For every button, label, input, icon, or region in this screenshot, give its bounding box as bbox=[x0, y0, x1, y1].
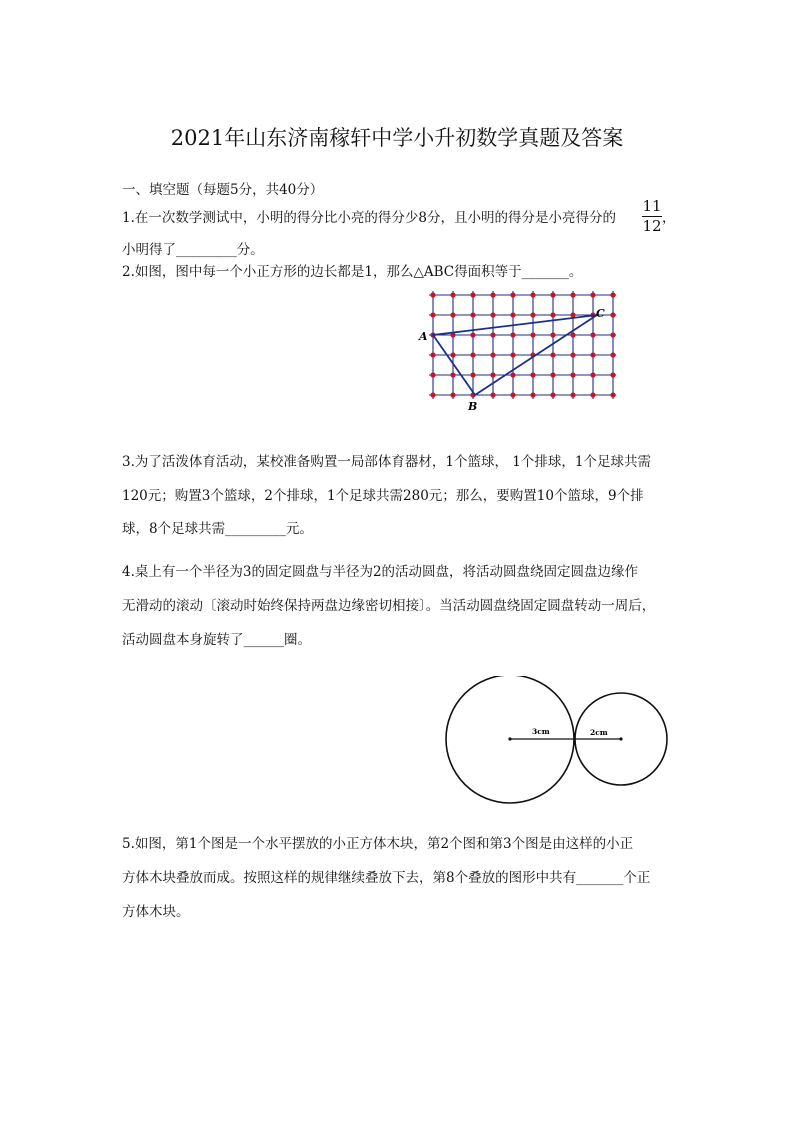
grid-dot bbox=[550, 312, 555, 317]
q3-line2: 120元；购置3个篮球，2个排球，1个足球共需280元；那么，要购置10个篮球，9个排 bbox=[122, 488, 644, 504]
grid-dot bbox=[610, 332, 615, 337]
grid-dots bbox=[430, 292, 615, 397]
grid-dot bbox=[570, 332, 575, 337]
q1-comma: ， bbox=[662, 210, 676, 226]
grid-dot bbox=[510, 292, 515, 297]
grid-dot bbox=[490, 292, 495, 297]
fraction-numerator: 11 bbox=[642, 197, 662, 215]
grid-dot bbox=[490, 392, 495, 397]
grid-dot bbox=[550, 292, 555, 297]
grid-dot bbox=[610, 392, 615, 397]
grid-dot bbox=[530, 392, 535, 397]
section-heading: 一、填空题（每题5分，共40分） bbox=[122, 182, 324, 198]
grid-dot bbox=[450, 312, 455, 317]
grid-dot bbox=[590, 392, 595, 397]
grid-dot bbox=[550, 392, 555, 397]
grid-dot bbox=[530, 332, 535, 337]
q4-line1: 4.桌上有一个半径为3的固定圆盘与半径为2的活动圆盘，将活动圆盘绕固定圆盘边缘作 bbox=[122, 564, 639, 580]
grid-dot bbox=[570, 392, 575, 397]
grid-dot bbox=[530, 312, 535, 317]
grid-dot bbox=[590, 352, 595, 357]
big-center-dot bbox=[508, 737, 511, 740]
grid-dot bbox=[550, 332, 555, 337]
q4-line3: 活动圆盘本身旋转了______圈。 bbox=[122, 632, 311, 648]
q2-line1: 2.如图，图中每一个小正方形的边长都是1，那么△ABC得面积等于_______。 bbox=[122, 264, 583, 280]
grid-dot bbox=[470, 352, 475, 357]
fraction-eleven-twelfths bbox=[642, 198, 662, 235]
q1-line1: 1.在一次数学测试中，小明的得分比小亮的得分少8分，且小明的得分是小亮得分的 bbox=[122, 210, 616, 226]
q4-line2: 无滑动的滚动〔滚动时始终保持两盘边缘密切相接〕。当活动圆盘绕固定圆盘转动一周后， bbox=[122, 598, 656, 614]
grid-dot bbox=[570, 292, 575, 297]
grid-dot bbox=[570, 352, 575, 357]
grid-dot bbox=[510, 332, 515, 337]
grid-dot bbox=[470, 312, 475, 317]
grid-dot bbox=[450, 292, 455, 297]
q3-line3: 球，8个足球共需_________元。 bbox=[122, 521, 313, 537]
two-circles-figure bbox=[440, 676, 674, 812]
grid-dot bbox=[470, 372, 475, 377]
grid-dot bbox=[450, 352, 455, 357]
q5-line2: 方体木块叠放而成。按照这样的规律继续叠放下去，第8个叠放的图形中共有_______个正 bbox=[122, 870, 651, 886]
grid-dot bbox=[530, 292, 535, 297]
grid-dot bbox=[610, 292, 615, 297]
grid-dot bbox=[510, 392, 515, 397]
grid-dot bbox=[610, 352, 615, 357]
page-title: 2021年山东济南稼轩中学小升初数学真题及答案 bbox=[170, 126, 624, 150]
fraction-denominator: 12 bbox=[642, 217, 662, 235]
grid-dot bbox=[430, 372, 435, 377]
grid-dot bbox=[450, 372, 455, 377]
grid-lines bbox=[429, 291, 616, 399]
grid-dot bbox=[470, 292, 475, 297]
grid-dot bbox=[550, 372, 555, 377]
grid-dot bbox=[510, 352, 515, 357]
label-2cm: 2cm bbox=[590, 728, 608, 737]
q3-line1: 3.为了活泼体育活动，某校准备购置一局部体育器材，1个篮球， 1个排球，1个足球共需 bbox=[122, 454, 651, 470]
grid-dot bbox=[430, 312, 435, 317]
grid-dot bbox=[610, 312, 615, 317]
grid-dot bbox=[490, 372, 495, 377]
label-3cm: 3cm bbox=[532, 727, 550, 736]
grid-dot bbox=[590, 292, 595, 297]
grid-dot bbox=[590, 332, 595, 337]
q5-line1: 5.如图，第1个图是一个水平摆放的小正方体木块，第2个图和第3个图是由这样的小正 bbox=[122, 836, 634, 852]
grid-dot bbox=[510, 312, 515, 317]
grid-dot bbox=[570, 372, 575, 377]
grid-dot bbox=[610, 372, 615, 377]
grid-dot bbox=[430, 292, 435, 297]
label-a: A bbox=[419, 330, 428, 343]
grid-dot bbox=[430, 392, 435, 397]
grid-dot bbox=[470, 332, 475, 337]
grid-dot bbox=[550, 352, 555, 357]
grid-dot bbox=[490, 332, 495, 337]
q5-line3: 方体木块。 bbox=[122, 904, 190, 920]
label-b: B bbox=[468, 400, 478, 413]
label-c: C bbox=[596, 307, 605, 320]
grid-dot bbox=[510, 372, 515, 377]
grid-dot bbox=[490, 312, 495, 317]
small-center-dot bbox=[619, 737, 622, 740]
grid-dot bbox=[590, 372, 595, 377]
grid-dot bbox=[530, 372, 535, 377]
grid-dot bbox=[450, 392, 455, 397]
grid-dot bbox=[490, 352, 495, 357]
grid-dot bbox=[430, 352, 435, 357]
grid-triangle-figure bbox=[416, 288, 616, 416]
q1-line2: 小明得了_________分。 bbox=[122, 242, 264, 258]
